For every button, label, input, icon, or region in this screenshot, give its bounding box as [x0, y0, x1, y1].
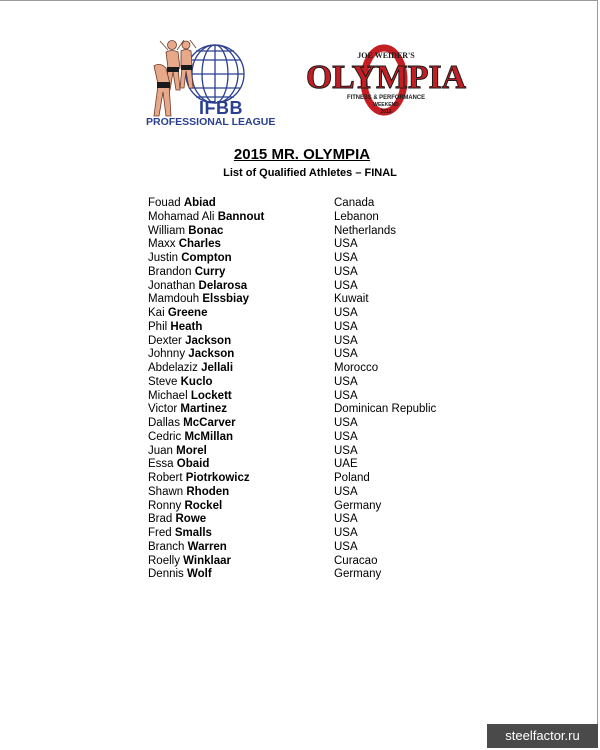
athlete-first-name: Juan — [148, 444, 173, 457]
ifbb-subtitle: PROFESSIONAL LEAGUE — [146, 116, 276, 128]
athlete-last-name: Piotrkowicz — [185, 472, 250, 484]
athlete-country: USA — [334, 417, 358, 429]
athlete-first-name: Brad — [148, 513, 173, 526]
athlete-last-name: Lockett — [190, 389, 232, 402]
athlete-last-name: Rhoden — [186, 485, 230, 498]
watermark: steelfactor.ru — [487, 724, 598, 748]
athlete-last-name: Curry — [194, 265, 226, 278]
athlete-row — [148, 293, 436, 307]
olympia-top-text: JOE WEIDER'S — [357, 51, 415, 60]
athlete-row — [148, 335, 436, 349]
athlete-row — [148, 513, 436, 527]
athlete-first-name: Michael — [148, 389, 188, 402]
athlete-row — [148, 445, 436, 459]
athlete-name — [148, 417, 334, 431]
athlete-first-name: Dennis — [148, 568, 184, 581]
athlete-country: Canada — [334, 197, 375, 209]
athlete-last-name: Jackson — [188, 348, 235, 361]
athlete-last-name: Compton — [181, 252, 232, 264]
athlete-row — [148, 403, 436, 417]
athlete-last-name: Heath — [170, 320, 203, 333]
athlete-country: USA — [334, 279, 358, 292]
athlete-last-name: Charles — [178, 238, 221, 251]
athlete-name — [148, 431, 334, 445]
athlete-name — [148, 445, 334, 459]
athlete-row — [148, 307, 436, 321]
athlete-name — [148, 403, 334, 417]
athlete-row — [148, 500, 436, 514]
athlete-row — [148, 266, 436, 280]
athlete-country: Lebanon — [334, 210, 379, 223]
athlete-first-name: Essa — [148, 458, 174, 471]
athlete-row — [148, 458, 436, 472]
athlete-last-name: Winklaar — [183, 554, 232, 567]
athlete-row — [148, 555, 436, 569]
athlete-name — [148, 335, 334, 349]
athlete-last-name: Rowe — [175, 513, 207, 526]
athlete-row — [148, 486, 436, 500]
athlete-country: USA — [334, 527, 358, 539]
athlete-country: USA — [334, 444, 358, 457]
athlete-name — [148, 472, 334, 486]
athlete-country: USA — [334, 430, 358, 443]
athlete-first-name: Dexter — [148, 334, 182, 347]
athlete-first-name: Branch — [148, 540, 185, 553]
athlete-row — [148, 225, 436, 239]
athlete-row — [148, 568, 436, 582]
athlete-country: USA — [334, 252, 358, 264]
athlete-last-name: Martinez — [180, 403, 228, 416]
athlete-first-name: Fouad — [148, 197, 181, 209]
athlete-last-name: Obaid — [176, 458, 210, 471]
athlete-row — [148, 197, 436, 211]
athlete-name — [148, 211, 334, 225]
athlete-name — [148, 500, 334, 514]
athlete-country: USA — [334, 265, 358, 278]
athlete-row — [148, 527, 436, 541]
athlete-first-name: Cedric — [148, 430, 182, 443]
athlete-row — [148, 376, 436, 390]
athlete-first-name: Robert — [148, 472, 183, 484]
athlete-last-name: Greene — [167, 307, 208, 319]
athlete-name — [148, 486, 334, 500]
athlete-name — [148, 513, 334, 527]
athlete-name — [148, 376, 334, 390]
athlete-name — [148, 280, 334, 294]
athlete-country: Morocco — [334, 362, 379, 374]
athlete-last-name: Bannout — [217, 210, 265, 223]
athlete-country: USA — [334, 375, 358, 388]
athlete-country: Germany — [334, 499, 382, 512]
athlete-first-name: Roelly — [148, 554, 180, 567]
athlete-row — [148, 390, 436, 404]
athlete-row — [148, 417, 436, 431]
athlete-name — [148, 541, 334, 555]
athlete-name — [148, 252, 334, 266]
ifbb-wordmark: IFBB — [199, 98, 243, 118]
athlete-country: Netherlands — [334, 224, 397, 237]
athlete-row — [148, 238, 436, 252]
olympia-wordmark: OLYMPIA — [306, 59, 467, 96]
athlete-name — [148, 555, 334, 569]
athlete-last-name: Bonac — [188, 224, 224, 237]
athlete-list — [148, 197, 436, 582]
athlete-name — [148, 238, 334, 252]
athlete-name — [148, 197, 334, 211]
athlete-last-name: Jackson — [185, 334, 232, 347]
athlete-last-name: Wolf — [187, 568, 212, 581]
athlete-name — [148, 527, 334, 541]
olympia-year-text: 2015 — [380, 109, 392, 115]
athlete-row — [148, 321, 436, 335]
olympia-weekend-text: WEEKEND — [373, 102, 399, 108]
athlete-name — [148, 458, 334, 472]
athlete-name — [148, 390, 334, 404]
athlete-first-name: Abdelaziz — [148, 362, 198, 374]
athlete-first-name: Mohamad Ali — [148, 210, 215, 223]
athlete-country: UAE — [334, 458, 358, 471]
athlete-name — [148, 362, 334, 376]
athlete-row — [148, 211, 436, 225]
athlete-row — [148, 362, 436, 376]
athlete-name — [148, 348, 334, 362]
athlete-row — [148, 280, 436, 294]
athlete-row — [148, 541, 436, 555]
athlete-last-name: McCarver — [183, 417, 236, 429]
document-title: 2015 MR. OLYMPIA — [233, 146, 371, 163]
athlete-country: USA — [334, 513, 358, 526]
athlete-name — [148, 568, 334, 582]
athlete-last-name: Morel — [176, 444, 207, 457]
athlete-last-name: Delarosa — [198, 279, 248, 292]
athlete-last-name: Kuclo — [180, 375, 213, 388]
athlete-last-name: Elssbiay — [202, 293, 250, 306]
olympia-sub-text: FITNESS & PERFORMANCE — [347, 95, 425, 101]
athlete-country: USA — [334, 334, 358, 347]
athlete-country: Dominican Republic — [334, 403, 437, 416]
olympia-logo — [300, 36, 470, 120]
athlete-first-name: Kai — [148, 307, 165, 319]
document-subtitle: List of Qualified Athletes – FINAL — [223, 167, 397, 179]
athlete-country: USA — [334, 348, 358, 361]
athlete-country: Kuwait — [334, 293, 369, 306]
athlete-last-name: Warren — [187, 540, 227, 553]
athlete-last-name: Jellali — [201, 362, 234, 374]
athlete-country: USA — [334, 307, 358, 319]
athlete-first-name: Johnny — [148, 348, 186, 361]
athlete-first-name: Justin — [148, 252, 179, 264]
athlete-country: Curacao — [334, 554, 378, 567]
athlete-row — [148, 252, 436, 266]
athlete-first-name: Ronny — [148, 499, 182, 512]
athlete-first-name: Steve — [148, 375, 178, 388]
athlete-country: USA — [334, 238, 358, 251]
athlete-first-name: Maxx — [148, 238, 176, 251]
athlete-country: Poland — [334, 472, 370, 484]
athlete-country: USA — [334, 540, 358, 553]
athlete-name — [148, 225, 334, 239]
athlete-first-name: William — [148, 224, 186, 237]
athlete-last-name: Smalls — [174, 527, 212, 539]
athlete-name — [148, 321, 334, 335]
athlete-name — [148, 307, 334, 321]
athlete-country: USA — [334, 485, 358, 498]
athlete-first-name: Dallas — [148, 417, 180, 429]
athlete-country: USA — [334, 320, 358, 333]
athlete-first-name: Mamdouh — [148, 293, 200, 306]
athlete-row — [148, 431, 436, 445]
athlete-first-name: Jonathan — [148, 279, 196, 292]
athlete-first-name: Phil — [148, 320, 168, 333]
athlete-country: Germany — [334, 568, 382, 581]
athlete-first-name: Victor — [148, 403, 178, 416]
athlete-last-name: Abiad — [183, 197, 216, 209]
athlete-last-name: Rockel — [184, 499, 223, 512]
athlete-name — [148, 293, 334, 307]
athlete-first-name: Fred — [148, 527, 172, 539]
athlete-row — [148, 472, 436, 486]
athlete-first-name: Shawn — [148, 485, 184, 498]
athlete-country: USA — [334, 389, 358, 402]
athlete-name — [148, 266, 334, 280]
athlete-row — [148, 348, 436, 362]
athlete-first-name: Brandon — [148, 265, 192, 278]
athlete-last-name: McMillan — [184, 430, 233, 443]
